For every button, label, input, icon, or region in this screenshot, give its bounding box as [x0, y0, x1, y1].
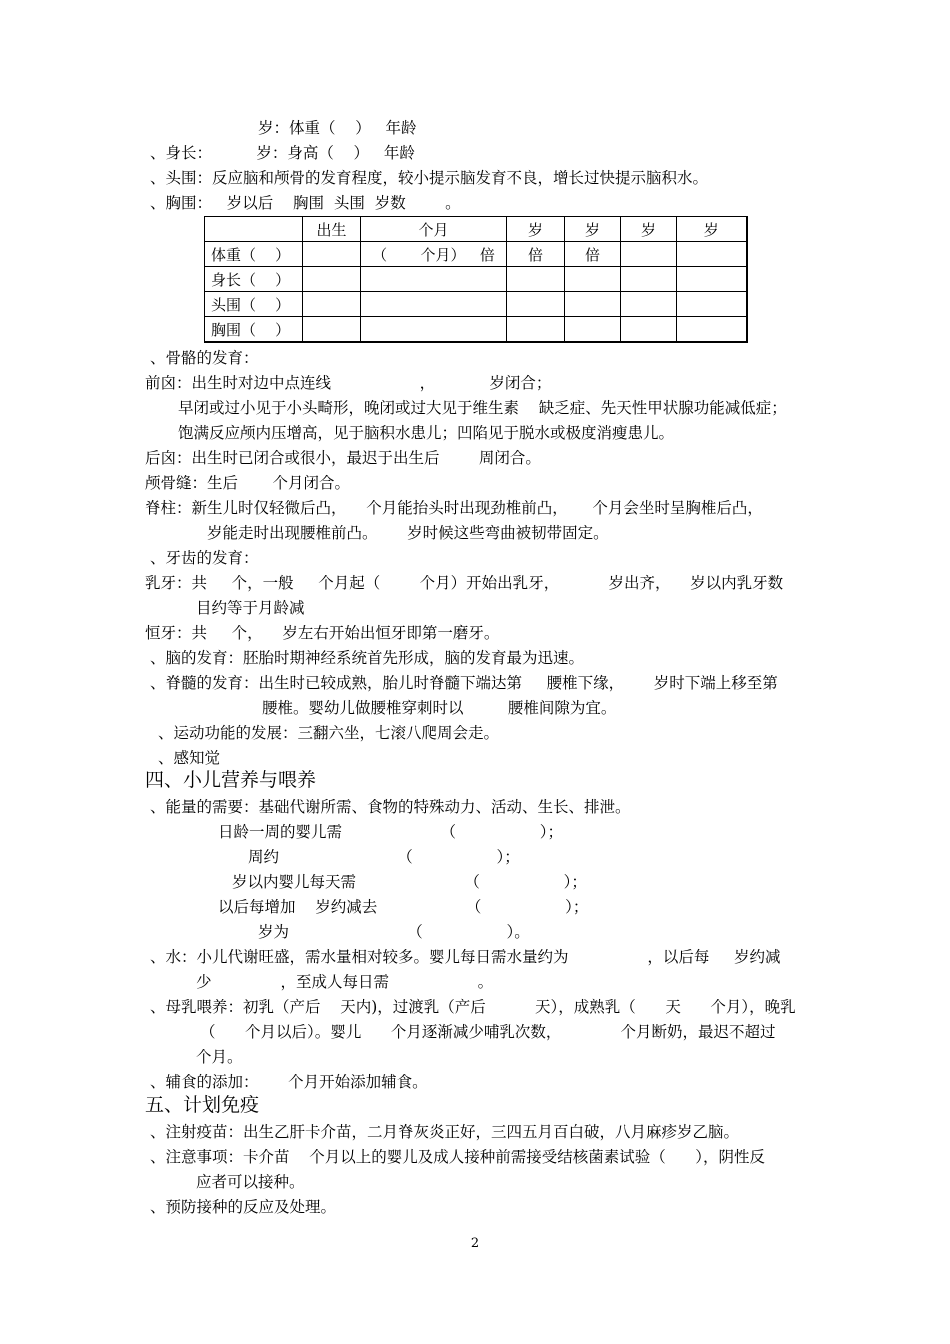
table-row [205, 317, 747, 343]
text-line-energy-decrease: 以后每增加 岁约减去 （ ）； [218, 898, 589, 916]
table-header-cell: 岁 [565, 217, 621, 242]
table-cell [677, 292, 747, 317]
table-cell: （ 个月） 倍 [361, 242, 507, 267]
table-header-row [205, 217, 747, 242]
table-cell [507, 317, 565, 343]
growth-table [204, 216, 748, 343]
table-cell [361, 267, 507, 292]
table-cell [621, 267, 677, 292]
table-cell: 倍 [507, 242, 565, 267]
text-line-permanent-teeth: 恒牙：共 个， 岁左右开始出恒牙即第一磨牙。 [145, 624, 500, 642]
table-row [205, 267, 747, 292]
section-spinal-cord: 、脊髓的发育：出生时已较成熟，胎儿时脊髓下端达第 腰椎下缘， 岁时下端上移至第 [150, 674, 778, 692]
text-line-fontanelle-early-close: 早闭或过小见于小头畸形，晚闭或过大见于维生素 缺乏症、先天性甲状腺功能减低症； [178, 399, 787, 417]
text-line-spinal-cord-cont: 腰椎。婴幼儿做腰椎穿刺时以 腰椎间隙为宜。 [262, 699, 617, 717]
table-cell [565, 267, 621, 292]
table-row-label: 体重（ ） [205, 242, 303, 267]
section-teeth-development: 、牙齿的发育： [150, 549, 259, 567]
section-bone-development: 、骨骼的发育： [150, 349, 259, 367]
table-cell [507, 292, 565, 317]
text-line-complementary-food: 、辅食的添加： 个月开始添加辅食。 [150, 1073, 428, 1091]
text-line-head-circumference: 、头围：反应脑和颅骨的发育程度，较小提示脑发育不良，增长过快提示脑积水。 [150, 169, 709, 187]
table-cell [361, 317, 507, 343]
table-cell [507, 267, 565, 292]
table-row-label: 胸围（ ） [205, 317, 303, 343]
table-cell [677, 267, 747, 292]
table-row [205, 292, 747, 317]
text-line-vaccine-reactions: 、预防接种的反应及处理。 [150, 1198, 337, 1216]
text-line-energy-newborn: 日龄一周的婴儿需 （ ）； [218, 823, 564, 841]
text-line-vaccine-notes-cont: 应者可以接种。 [196, 1173, 305, 1191]
text-line-breastfeeding-cont: （ 个月以后）。婴儿 个月逐渐减少哺乳次数， 个月断奶，最迟不超过 [200, 1023, 776, 1041]
text-line-energy-infant: 岁以内婴儿每天需 （ ）； [232, 873, 587, 891]
section-motor-function: 、运动功能的发展：三翻六坐，七滚八爬周会走。 [158, 724, 500, 742]
text-line-deciduous-teeth: 乳牙：共 个，一般 个月起（ 个月）开始出乳牙， 岁出齐， 岁以内乳牙数 [145, 574, 784, 592]
text-line-posterior-fontanelle: 后囟：出生时已闭合或很小，最迟于出生后 周闭合。 [145, 449, 541, 467]
text-line-anterior-fontanelle: 前囟：出生时对边中点连线 ， 岁闭合； [145, 374, 552, 392]
table-header-cell: 出生 [303, 217, 361, 242]
table-cell [303, 242, 361, 267]
table-row [205, 242, 747, 267]
text-line-water: 、水：小儿代谢旺盛，需水量相对较多。婴儿每日需水量约为 ，以后每 岁约减 [150, 948, 781, 966]
page-number: 2 [470, 1236, 480, 1251]
table-row-label: 头围（ ） [205, 292, 303, 317]
table-row-label: 身长（ ） [205, 267, 303, 292]
table-header-cell: 岁 [621, 217, 677, 242]
table-cell [303, 317, 361, 343]
table-cell [303, 267, 361, 292]
text-line-water-cont: 少 ，至成人每日需 。 [196, 973, 494, 991]
heading-nutrition: 四、小儿营养与喂养 [145, 769, 317, 791]
table-cell [565, 292, 621, 317]
text-line-height: 、身长： 岁：身高（ ） 年龄 [150, 144, 415, 162]
table-header-cell [205, 217, 303, 242]
table-header-cell: 岁 [677, 217, 747, 242]
text-line-energy-weeks: 周约 （ ）； [248, 848, 520, 866]
text-line-vaccine-notes: 、注意事项：卡介苗 个月以上的婴儿及成人接种前需接受结核菌素试验（ ），阴性反 [150, 1148, 766, 1166]
text-line-weight-age: 岁：体重（ ） 年龄 [258, 119, 417, 137]
table-cell [621, 317, 677, 343]
text-line-energy-needs: 、能量的需要：基础代谢所需、食物的特殊动力、活动、生长、排泄。 [150, 798, 631, 816]
table-cell [677, 242, 747, 267]
text-line-vaccines: 、注射疫苗：出生乙肝卡介苗，二月脊灰炎正好，三四五月百白破，八月麻疹岁乙脑。 [150, 1123, 740, 1141]
text-line-energy-age: 岁为 （ ）。 [258, 923, 530, 941]
text-line-breastfeeding-end: 个月。 [196, 1048, 243, 1066]
text-line-deciduous-teeth-cont: 目约等于月龄减 [196, 599, 305, 617]
text-line-cranial-suture: 颅骨缝：生后 个月闭合。 [145, 474, 350, 492]
table-cell [621, 242, 677, 267]
table-header-cell: 个月 [361, 217, 507, 242]
text-line-spine: 脊柱：新生儿时仅轻微后凸， 个月能抬头时出现劲椎前凸， 个月会坐时呈胸椎后凸， [145, 499, 763, 517]
table-cell [565, 317, 621, 343]
heading-immunization: 五、计划免疫 [145, 1094, 260, 1116]
text-line-breastfeeding: 、母乳喂养：初乳（产后 天内)，过渡乳（产后 天），成熟乳（ 天 个月），晚乳 [150, 998, 796, 1016]
table-cell: 倍 [565, 242, 621, 267]
table-cell [677, 317, 747, 343]
text-line-chest-circumference: 、胸围： 岁以后 胸围 头围 岁数 。 [150, 194, 461, 212]
text-line-spine-cont: 岁能走时出现腰椎前凸。 岁时候这些弯曲被韧带固定。 [207, 524, 609, 542]
text-line-fontanelle-bulge: 饱满反应颅内压增高，见于脑积水患儿；凹陷见于脱水或极度消瘦患儿。 [178, 424, 675, 442]
table-cell [303, 292, 361, 317]
table-cell [361, 292, 507, 317]
table-cell [621, 292, 677, 317]
section-perception: 、感知觉 [158, 749, 221, 767]
table-header-cell: 岁 [507, 217, 565, 242]
section-brain-development: 、脑的发育：胚胎时期神经系统首先形成，脑的发育最为迅速。 [150, 649, 585, 667]
